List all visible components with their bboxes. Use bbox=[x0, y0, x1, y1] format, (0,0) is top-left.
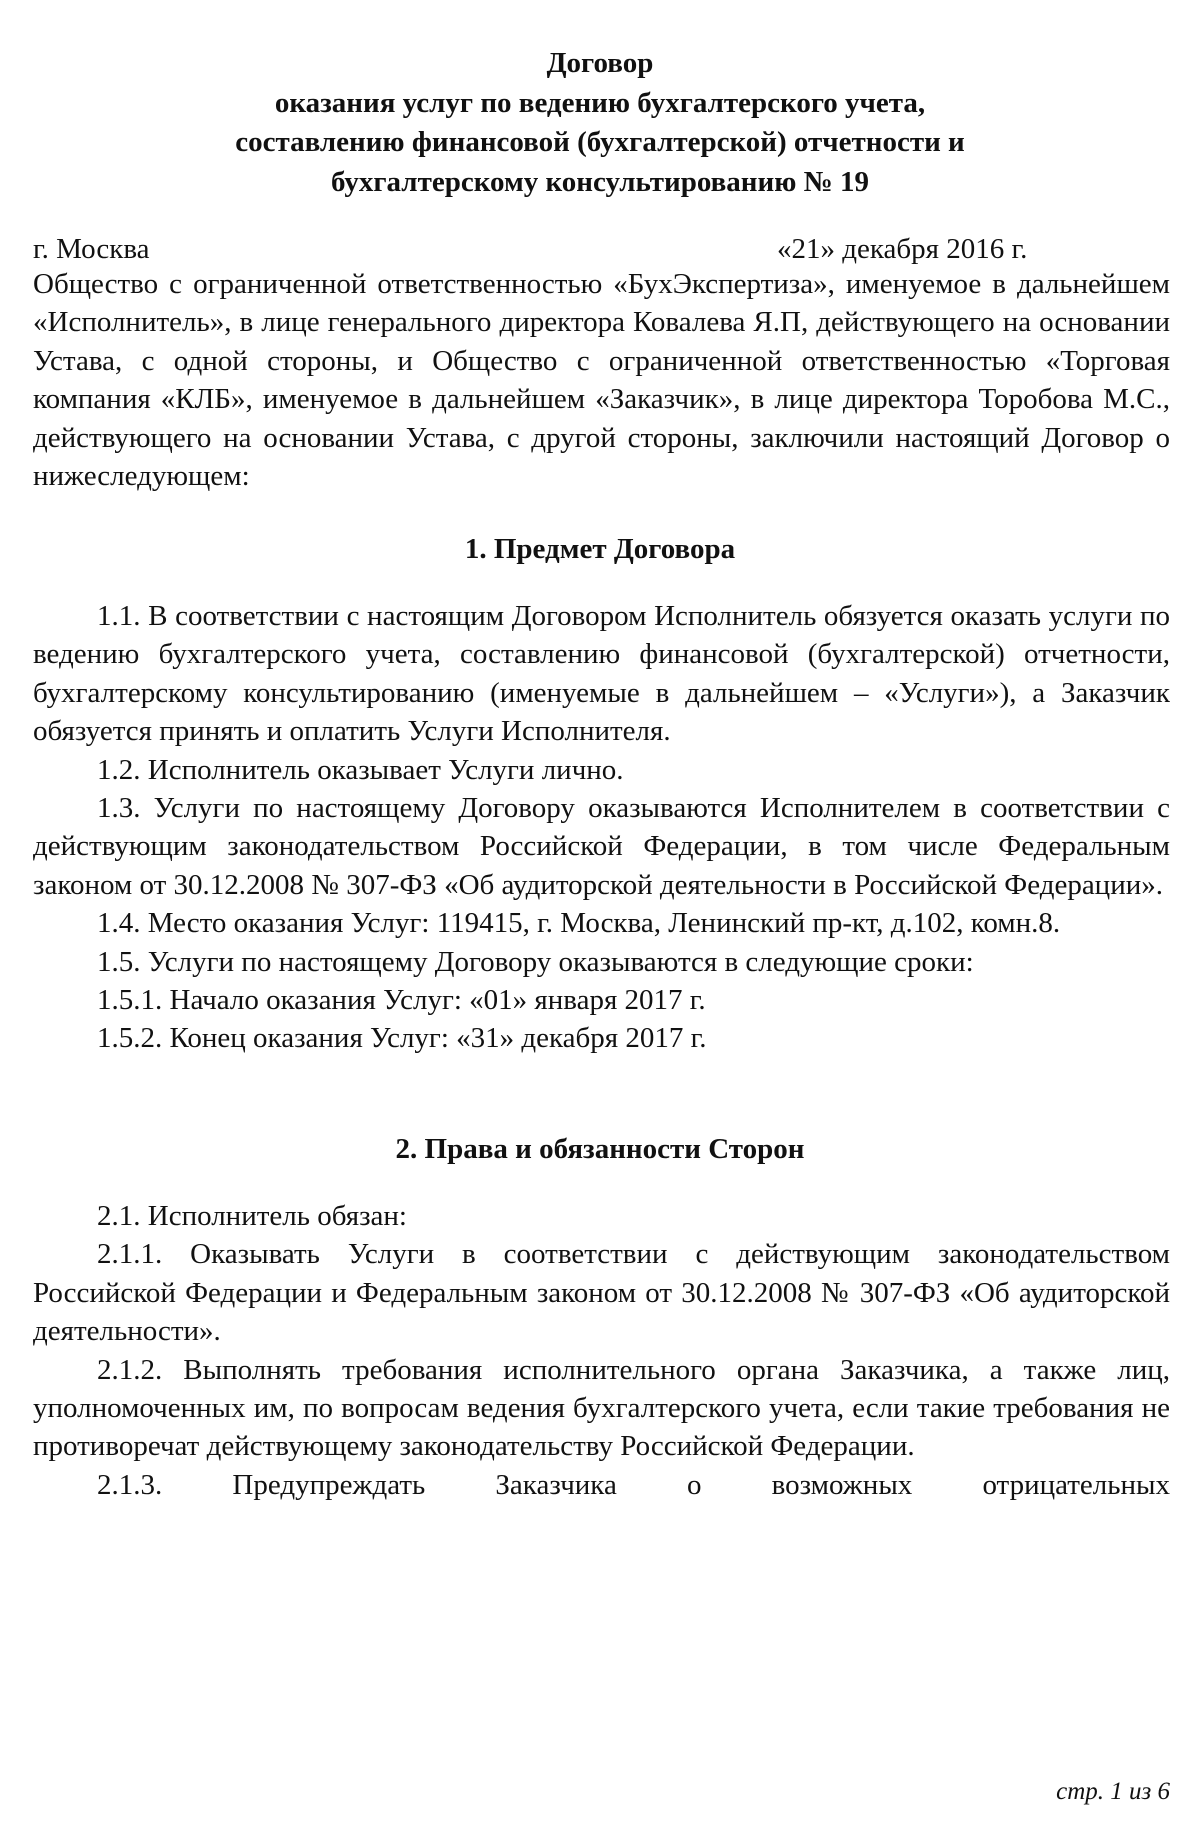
clause-1-4: 1.4. Место оказания Услуг: 119415, г. Москва, Ленинский пр-кт, д.102, комн.8. bbox=[97, 907, 1061, 940]
clause-1-3: 1.3. Услуги по настоящему Договору оказываются Исполнителем в соответствии с действующим законодательством Российской Федерации, в том числе Федеральным законом от 30.12.2008 № 307-ФЗ «Об аудиторской деятельности в Российской Федерации». bbox=[33, 792, 1170, 901]
clause-2-1-3: 2.1.3. Предупреждать Заказчика о возможных отрицательных bbox=[97, 1468, 1170, 1501]
preamble-paragraph: Общество с ограниченной ответственностью «БухЭкспертиза», именуемое в дальнейшем «Исполнитель», в лице генерального директора Ковалева Я.П, действующего на основании Устава, с одной стороны, и Общество с ограниченной ответственностью «Торговая компания «КЛБ», именуемое в дальнейшем «Заказчик», в лице директора Торобова М.С., действующего на основании Устава, с другой стороны, заключили настоящий Договор о нижеследующем: bbox=[33, 268, 1170, 493]
title-line-2: оказания услуг по ведению бухгалтерского учета, bbox=[274, 86, 926, 119]
clause-1-5: 1.5. Услуги по настоящему Договору оказываются в следующие сроки: bbox=[97, 945, 974, 978]
title-line-4: бухгалтерскому консультированию № 19 bbox=[330, 165, 870, 198]
clause-1-5-2: 1.5.2. Конец оказания Услуг: «31» декабря 2017 г. bbox=[97, 1022, 707, 1055]
clause-2-1-2: 2.1.2. Выполнять требования исполнительного органа Заказчика, а также лиц, уполномоченных им, по вопросам ведения бухгалтерского учета, если такие требования не противоречат действующему законодательству Российской Федерации. bbox=[33, 1353, 1170, 1463]
clause-1-1: 1.1. В соответствии с настоящим Договором Исполнитель обязуется оказать услуги по ведению бухгалтерского учета, составлению финансовой (бухгалтерской) отчетности, бухгалтерскому консультированию (именуемые в дальнейшем – «Услуги»), а Заказчик обязуется принять и оплатить Услуги Исполнителя. bbox=[33, 600, 1170, 748]
document-title bbox=[0, 44, 1200, 202]
title-line-3: составлению финансовой (бухгалтерской) отчетности и bbox=[235, 126, 965, 158]
clause-1-5-1: 1.5.1. Начало оказания Услуг: «01» января 2017 г. bbox=[97, 984, 706, 1017]
section-1-body bbox=[33, 597, 1170, 1058]
preamble-block bbox=[33, 265, 1170, 495]
clause-2-1-1: 2.1.1. Оказывать Услуги в соответствии с действующим законодательством Российской Федерации и Федеральным законом от 30.12.2008 № 307-ФЗ «Об аудиторской деятельности». bbox=[33, 1238, 1170, 1348]
section-2-heading: 2. Права и обязанности Сторон bbox=[395, 1133, 805, 1165]
title-line-1: Договор bbox=[546, 47, 654, 79]
contract-place: г. Москва bbox=[33, 233, 150, 265]
clause-1-2: 1.2. Исполнитель оказывает Услуги лично. bbox=[97, 753, 624, 786]
section-2-body bbox=[33, 1197, 1170, 1504]
clause-2-1: 2.1. Исполнитель обязан: bbox=[97, 1200, 407, 1232]
section-1-heading: 1. Предмет Договора bbox=[464, 533, 736, 565]
page-number: стр. 1 из 6 bbox=[1056, 1778, 1170, 1805]
contract-date: «21» декабря 2016 г. bbox=[777, 233, 1028, 265]
